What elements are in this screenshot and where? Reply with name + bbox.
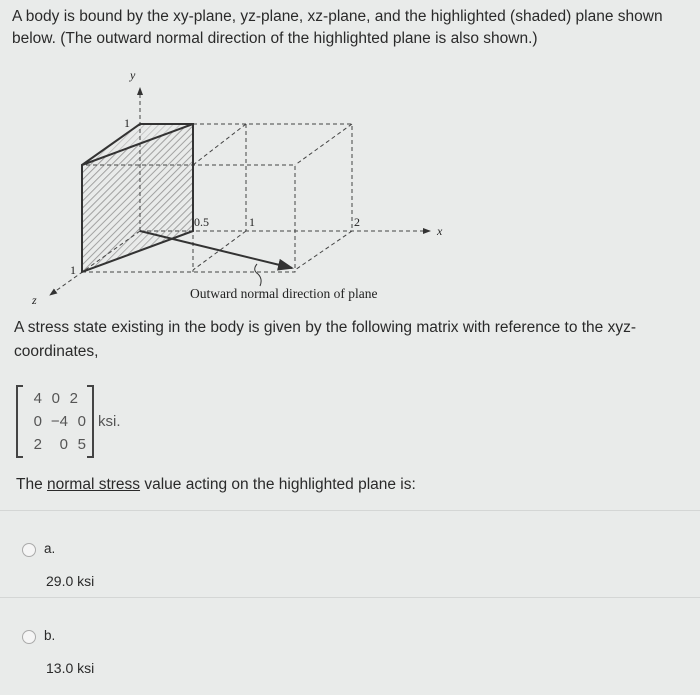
option-a-letter: a. (44, 541, 56, 556)
matrix-cell: 2 (69, 390, 78, 407)
y-axis-label: y (130, 68, 136, 82)
matrix-cell: 2 (33, 436, 42, 453)
x-tick: 2 (354, 215, 360, 229)
matrix-cell: 0 (33, 413, 42, 430)
matrix-cell: 4 (33, 390, 42, 407)
option-a-radio[interactable] (22, 543, 36, 557)
z-axis-label: z (32, 293, 37, 307)
prompt-text: value acting on the highlighted plane is: (140, 476, 416, 493)
normal-stress-link[interactable]: normal stress (47, 476, 141, 493)
matrix-cell: 0 (59, 436, 68, 453)
body-diagram (0, 60, 470, 310)
matrix-cell: −4 (50, 413, 68, 430)
matrix-cell: 5 (77, 436, 86, 453)
option-b-value: 13.0 ksi (46, 660, 95, 676)
option-b-letter: b. (44, 628, 56, 643)
stress-text: A stress state existing in the body is given by the following matrix with reference to the xyz-coordinates, (14, 319, 637, 360)
matrix-cell: 0 (51, 390, 60, 407)
matrix-cell: 0 (77, 413, 86, 430)
x-tick: 1 (249, 215, 255, 229)
question-intro: A body is bound by the xy-plane, yz-plane, xz-plane, and the highlighted (shaded) plane shown below. (The outward normal direction of the highlighted plane is also shown.) (12, 8, 663, 47)
option-b[interactable] (0, 597, 700, 695)
x-tick: 0.5 (194, 215, 209, 229)
diagram-caption: Outward normal direction of plane (190, 286, 378, 301)
z-tick: 1 (70, 263, 76, 277)
prompt-text: The (16, 476, 48, 493)
option-b-radio[interactable] (22, 630, 36, 644)
stress-matrix (16, 385, 121, 458)
matrix-unit: ksi. (98, 413, 121, 430)
x-axis-label: x (437, 224, 443, 238)
option-a-value: 29.0 ksi (46, 573, 95, 589)
option-a[interactable] (0, 510, 700, 597)
question-prompt (16, 476, 416, 494)
y-tick: 1 (124, 116, 130, 130)
